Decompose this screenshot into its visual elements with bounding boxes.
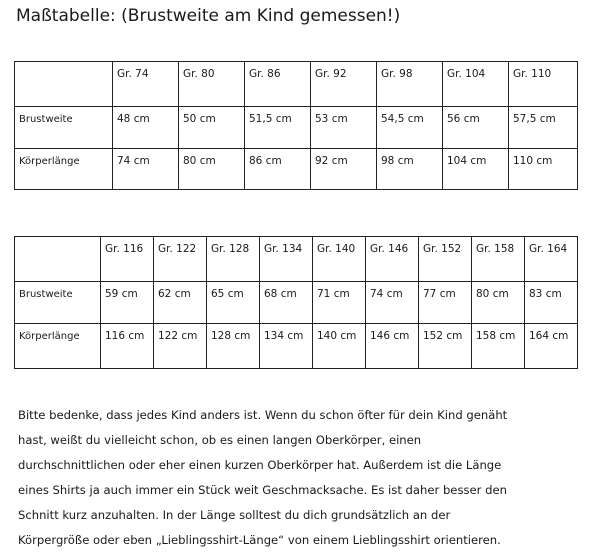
size-header-cell: Gr. 146 (366, 237, 419, 282)
table-cell: 104 cm (443, 149, 509, 190)
table-cell: 65 cm (207, 282, 260, 324)
size-header-cell: Gr. 116 (101, 237, 154, 282)
table-cell: 48 cm (113, 107, 179, 149)
table-row (15, 149, 578, 190)
row-label: Brustweite (15, 282, 101, 324)
table-header-row (15, 237, 578, 282)
size-header-cell: Gr. 86 (245, 62, 311, 107)
table-cell: 54,5 cm (377, 107, 443, 149)
table-cell: 80 cm (472, 282, 525, 324)
size-header-cell: Gr. 134 (260, 237, 313, 282)
table-header-row (15, 62, 578, 107)
row-label: Körperlänge (15, 324, 101, 369)
row-label: Körperlänge (15, 149, 113, 190)
table-cell: 92 cm (311, 149, 377, 190)
size-header-cell: Gr. 80 (179, 62, 245, 107)
row-label: Brustweite (15, 107, 113, 149)
table-cell: 86 cm (245, 149, 311, 190)
fit-advice-paragraph (18, 403, 580, 553)
size-header-cell: Gr. 122 (154, 237, 207, 282)
table-cell: 134 cm (260, 324, 313, 369)
table-cell: 56 cm (443, 107, 509, 149)
size-header-cell: Gr. 74 (113, 62, 179, 107)
table-cell: 152 cm (419, 324, 472, 369)
table-row (15, 107, 578, 149)
table-cell: 74 cm (113, 149, 179, 190)
size-header-cell: Gr. 92 (311, 62, 377, 107)
table-row (15, 324, 578, 369)
size-header-cell: Gr. 98 (377, 62, 443, 107)
size-header-cell: Gr. 128 (207, 237, 260, 282)
table-cell: 146 cm (366, 324, 419, 369)
paragraph-line: Körpergröße oder eben „Lieblingsshirt-Länge“ von einem Lieblingsshirt orientieren. (18, 533, 501, 547)
table-cell: 158 cm (472, 324, 525, 369)
table-cell: 98 cm (377, 149, 443, 190)
table-cell: 68 cm (260, 282, 313, 324)
size-header-cell: Gr. 140 (313, 237, 366, 282)
paragraph-line: eines Shirts ja auch immer ein Stück weit Geschmacksache. Es ist daher besser den (18, 483, 507, 497)
size-table-large (14, 236, 578, 369)
paragraph-line: durchschnittlichen oder eher einen kurzen Oberkörper hat. Außerdem ist die Länge (18, 458, 502, 472)
table-cell: 74 cm (366, 282, 419, 324)
table-cell: 59 cm (101, 282, 154, 324)
header-corner-cell (15, 237, 101, 282)
table-cell: 140 cm (313, 324, 366, 369)
table-cell: 50 cm (179, 107, 245, 149)
table-cell: 71 cm (313, 282, 366, 324)
table-row (15, 282, 578, 324)
table-cell: 164 cm (525, 324, 578, 369)
table-cell: 83 cm (525, 282, 578, 324)
table-cell: 116 cm (101, 324, 154, 369)
table-cell: 128 cm (207, 324, 260, 369)
table-cell: 122 cm (154, 324, 207, 369)
paragraph-line: Schnitt kurz anzuhalten. In der Länge solltest du dich grundsätzlich an der (18, 508, 451, 522)
paragraph-line: hast, weißt du vielleicht schon, ob es einen langen Oberkörper, einen (18, 433, 422, 447)
paragraph-line: Bitte bedenke, dass jedes Kind anders ist. Wenn du schon öfter für dein Kind genäht (18, 408, 508, 422)
table-cell: 51,5 cm (245, 107, 311, 149)
table-cell: 53 cm (311, 107, 377, 149)
size-header-cell: Gr. 152 (419, 237, 472, 282)
header-corner-cell (15, 62, 113, 107)
table-cell: 77 cm (419, 282, 472, 324)
table-cell: 62 cm (154, 282, 207, 324)
table-cell: 80 cm (179, 149, 245, 190)
size-header-cell: Gr. 104 (443, 62, 509, 107)
page-title: Maßtabelle: (Brustweite am Kind gemessen!) (16, 6, 401, 26)
size-table-small (14, 61, 578, 190)
table-cell: 57,5 cm (509, 107, 578, 149)
table-cell: 110 cm (509, 149, 578, 190)
size-header-cell: Gr. 158 (472, 237, 525, 282)
size-header-cell: Gr. 110 (509, 62, 578, 107)
size-header-cell: Gr. 164 (525, 237, 578, 282)
